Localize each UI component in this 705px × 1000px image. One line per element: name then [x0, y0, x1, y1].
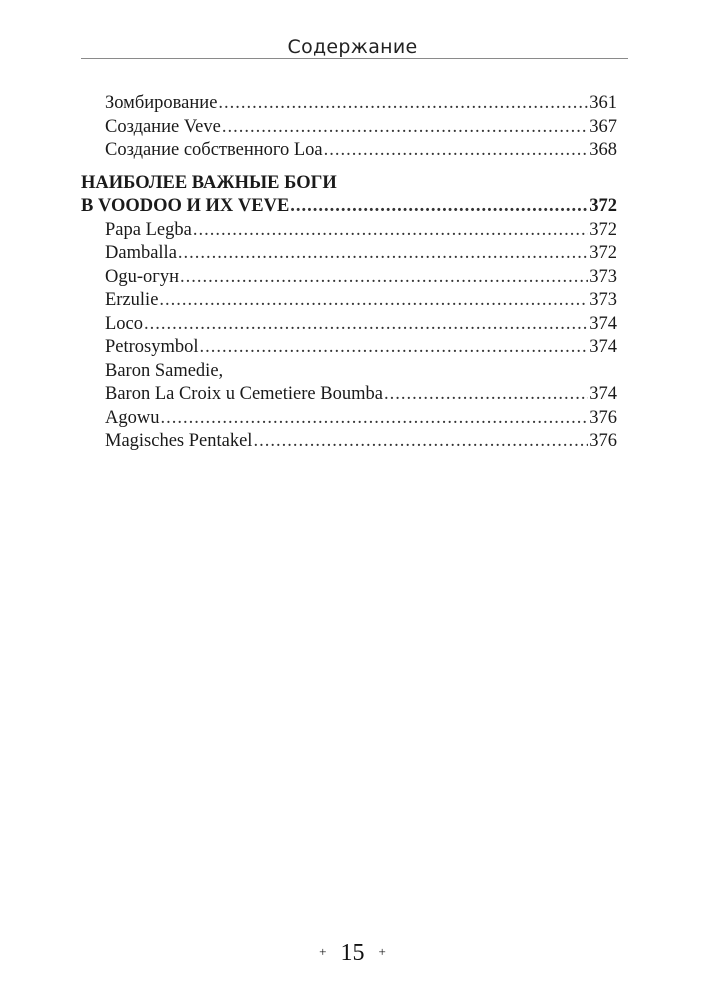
- toc-section-heading-line1[interactable]: [81, 172, 617, 196]
- toc-entry[interactable]: [81, 430, 617, 454]
- toc-entry-title: Зомбирование: [105, 93, 218, 113]
- toc-entry-page: 367: [589, 116, 617, 137]
- leader-dots: [253, 430, 588, 454]
- leader-dots: [222, 116, 588, 140]
- toc-entry-title: Agowu: [105, 407, 160, 428]
- toc-section-heading-line2[interactable]: [81, 195, 617, 219]
- toc-entry-page: 376: [589, 431, 617, 451]
- toc-entry-page: 374: [589, 313, 617, 334]
- toc-entry-title: Erzulie: [105, 290, 159, 310]
- toc-entry-title: Petrosymbol: [105, 337, 199, 357]
- toc-multiline-entry-line1[interactable]: [81, 360, 617, 384]
- toc-entry-page: 373: [589, 266, 617, 287]
- toc-entry[interactable]: [81, 242, 617, 266]
- toc-section-title: В VOODOO И ИХ VEVE: [81, 196, 290, 216]
- toc-entry[interactable]: [81, 336, 617, 360]
- running-header-title: Содержание: [287, 36, 418, 58]
- leader-dots: [290, 195, 588, 219]
- ornament-icon: +: [319, 944, 327, 960]
- toc-entry-page: 374: [589, 337, 617, 357]
- table-of-contents: [81, 92, 617, 454]
- leader-dots: [160, 407, 588, 431]
- toc-entry-page: 372: [589, 243, 617, 263]
- leader-dots: [193, 219, 588, 243]
- toc-entry[interactable]: [81, 313, 617, 337]
- toc-entry-title: Создание собственного Loa: [105, 140, 323, 160]
- page-number: 15: [340, 940, 365, 966]
- toc-entry[interactable]: [81, 219, 617, 243]
- header-rule: [81, 58, 628, 59]
- toc-entry-title: Papa Legba: [105, 219, 192, 240]
- ornament-icon: +: [378, 944, 386, 960]
- toc-entry[interactable]: [81, 289, 617, 313]
- toc-entry-page: 372: [589, 219, 617, 240]
- toc-entry[interactable]: [81, 116, 617, 140]
- toc-entry[interactable]: [81, 92, 617, 116]
- toc-entry-page: 361: [589, 93, 617, 113]
- toc-entry-page: 376: [589, 407, 617, 428]
- leader-dots: [144, 313, 588, 337]
- leader-dots: [218, 92, 588, 116]
- leader-dots: [324, 139, 589, 163]
- toc-entry-title: Damballa: [105, 243, 177, 263]
- leader-dots: [159, 289, 588, 313]
- leader-dots: [180, 266, 588, 290]
- leader-dots: [384, 383, 588, 407]
- toc-entry-page: 374: [589, 384, 617, 404]
- leader-dots: [200, 336, 589, 360]
- toc-entry[interactable]: [81, 407, 617, 431]
- toc-entry-title: Baron La Croix u Cemetiere Boumba: [105, 384, 383, 404]
- toc-section-page: 372: [589, 196, 617, 216]
- toc-entry-page: 373: [589, 290, 617, 310]
- leader-dots: [178, 242, 588, 266]
- toc-entry[interactable]: [81, 266, 617, 290]
- toc-entry-title: Создание Veve: [105, 116, 221, 137]
- toc-entry-title: Ogu-огун: [105, 266, 180, 287]
- toc-entry-title: Baron Samedie,: [105, 360, 224, 381]
- toc-entry-title: Magisches Pentakel: [105, 431, 253, 451]
- page-footer: [0, 940, 705, 967]
- toc-entry[interactable]: [81, 139, 617, 163]
- toc-entry-title: Loco: [105, 313, 144, 334]
- toc-entry-page: 368: [589, 140, 617, 160]
- toc-section-title: НАИБОЛЕЕ ВАЖНЫЕ БОГИ: [81, 172, 337, 193]
- toc-multiline-entry-line2[interactable]: [81, 383, 617, 407]
